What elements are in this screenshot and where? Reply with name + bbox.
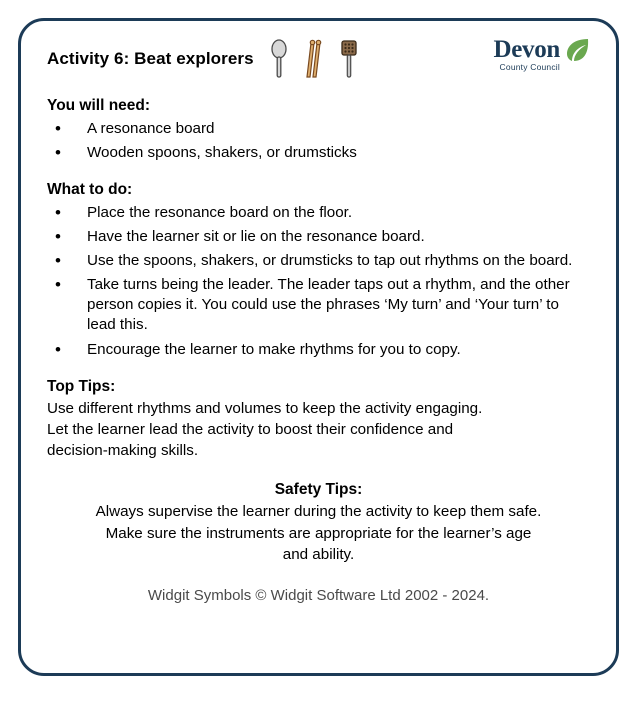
logo-title: Devon [493, 36, 560, 63]
top-tips-line: Let the learner lead the activity to boost their confidence and [47, 420, 454, 438]
top-tips-line: decision-making skills. [47, 442, 199, 460]
safety-tips-line: and ability. [282, 545, 355, 563]
wooden-spoon-icon [270, 39, 288, 79]
list-item: • Wooden spoons, shakers, or drumsticks [47, 143, 590, 163]
list-item: • Encourage the learner to make rhythms for you to copy. [47, 340, 590, 360]
safety-tips-heading: Safety Tips: [274, 481, 363, 499]
drumsticks-icon [302, 39, 324, 79]
list-item: • Take turns being the leader. The leader taps out a rhythm, and the other person copies it. You could use the phrases ‘My turn’ and ‘Your turn’ to lead this. [47, 275, 590, 335]
card-header [47, 36, 590, 79]
activity-icons [270, 39, 360, 79]
title-with-icons [47, 39, 360, 79]
safety-tips-line: Make sure the instruments are appropriate for the learner’s age [105, 524, 532, 542]
logo-text [493, 37, 560, 72]
top-tips-line: Use different rhythms and volumes to keep the activity engaging. [47, 399, 483, 417]
what-to-do-list [47, 203, 590, 359]
list-item: • Have the learner sit or lie on the resonance board. [47, 227, 590, 247]
what-to-do-heading: What to do: [47, 181, 133, 199]
safety-tips-body [47, 501, 590, 565]
you-will-need-heading: You will need: [47, 97, 151, 114]
list-item: • Use the spoons, shakers, or drumsticks to tap out rhythms on the board. [47, 251, 590, 271]
devon-county-council-logo [493, 37, 590, 72]
list-item: • A resonance board [47, 119, 590, 139]
activity-card [18, 18, 619, 676]
safety-tips-line: Always supervise the learner during the activity to keep them safe. [95, 503, 542, 521]
page-title: Activity 6: Beat explorers [47, 49, 254, 68]
copyright-footer: Widgit Symbols © Widgit Software Ltd 2002 - 2024. [147, 587, 490, 605]
logo-subtitle: County Council [499, 62, 560, 72]
list-item: • Place the resonance board on the floor. [47, 203, 590, 223]
leaf-icon [564, 37, 590, 63]
top-tips-heading: Top Tips: [47, 377, 116, 395]
shaker-icon [338, 39, 360, 79]
top-tips-body [47, 398, 590, 462]
you-will-need-list [47, 119, 590, 163]
